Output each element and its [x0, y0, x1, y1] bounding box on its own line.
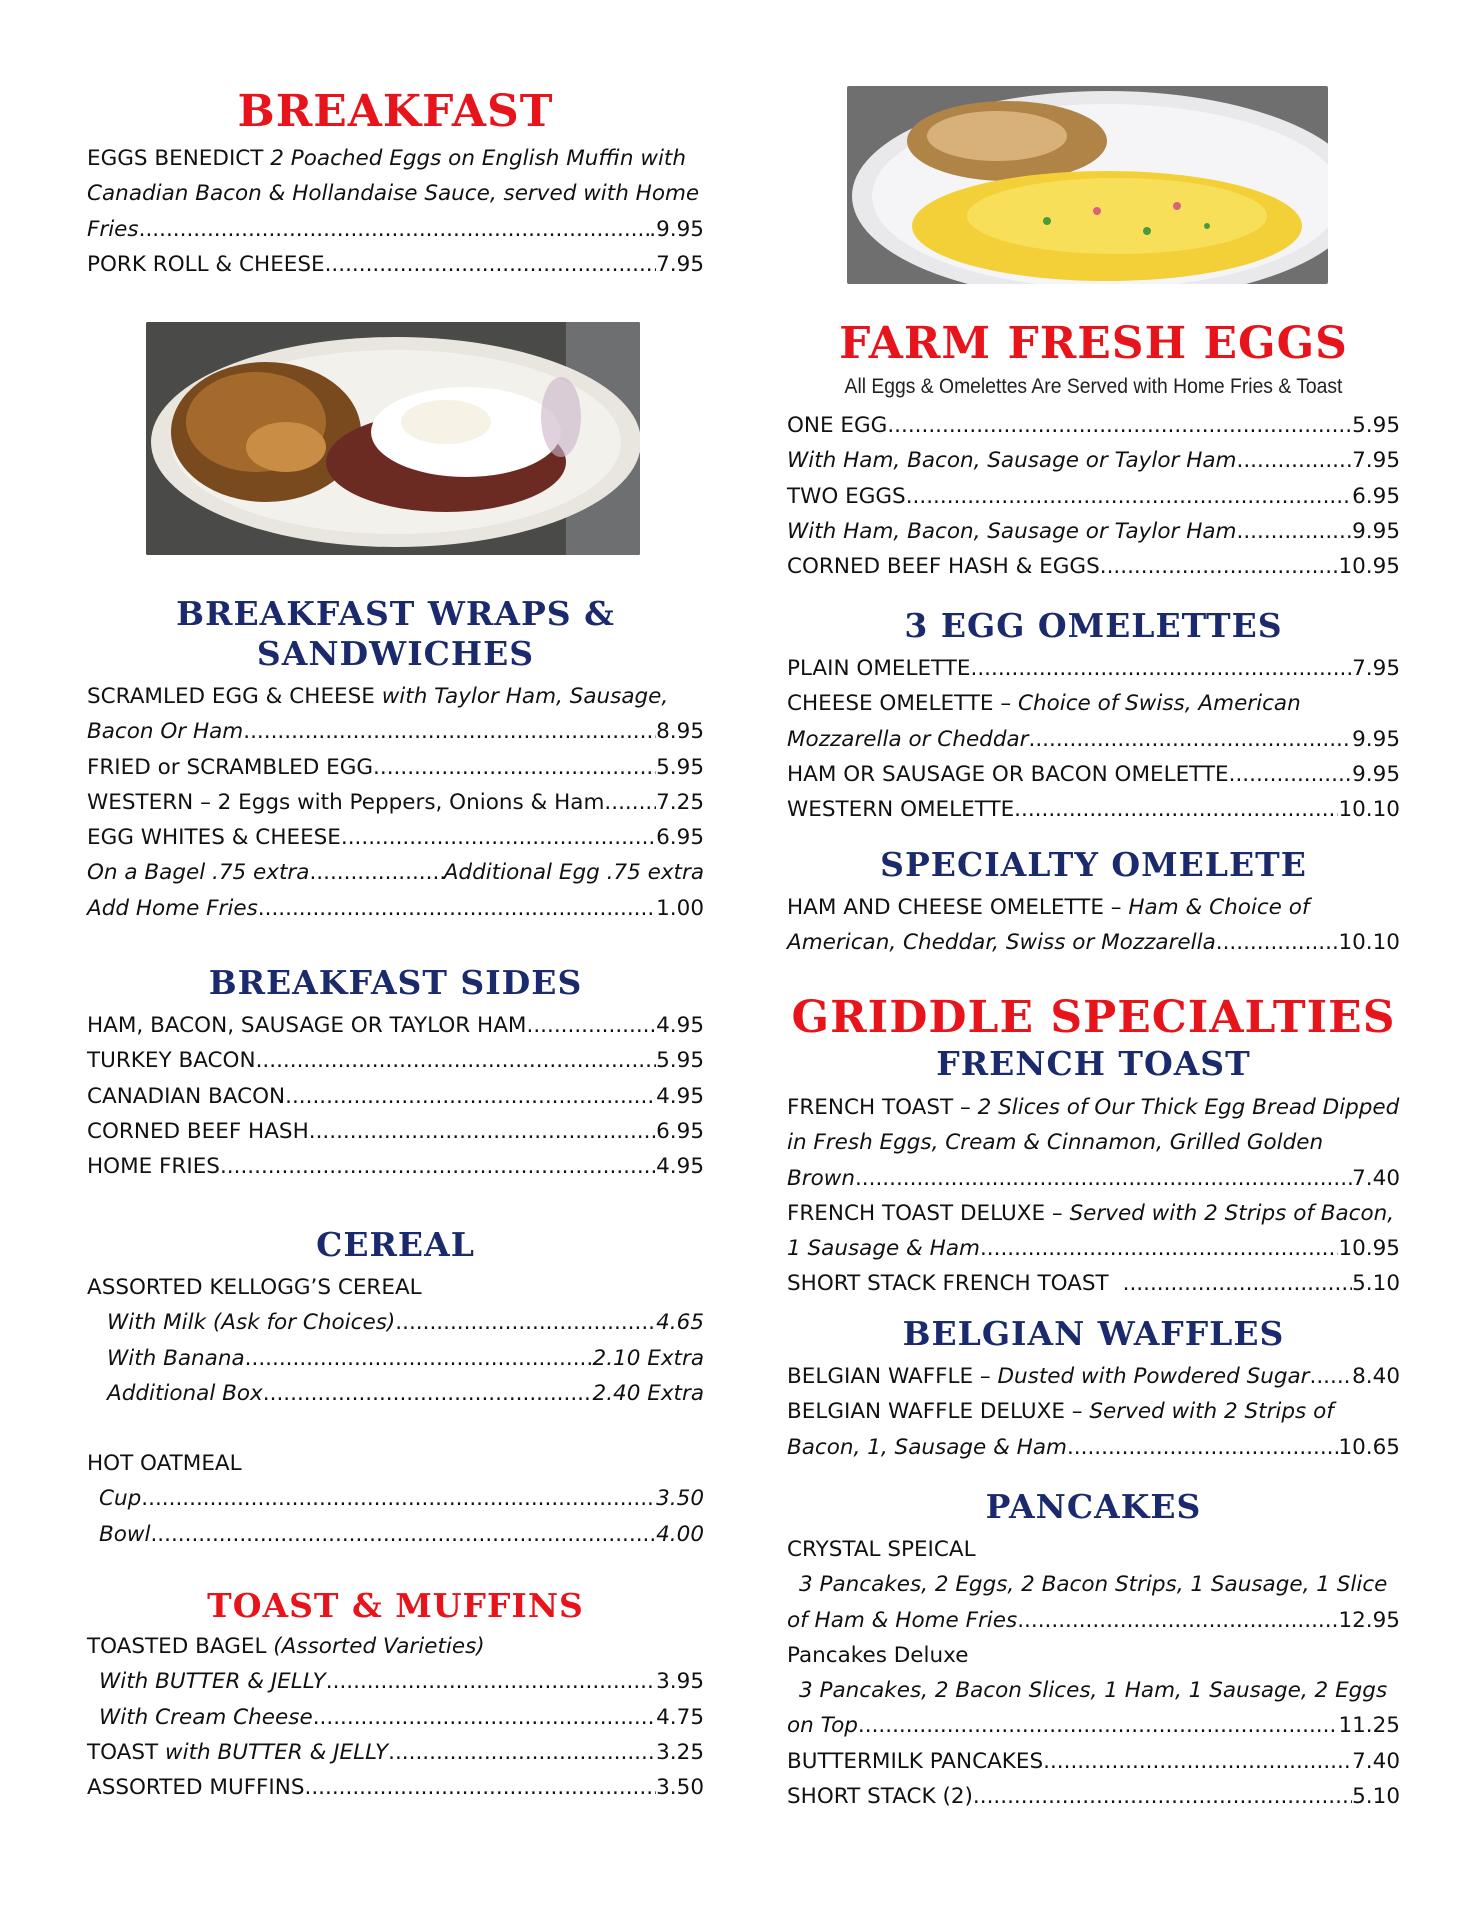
breakfast-plate-photo	[146, 322, 640, 555]
menu-item	[87, 1341, 704, 1376]
item-name: SHORT STACK (2)	[787, 1784, 973, 1810]
menu-item-ham-cheese-omelette	[787, 890, 1400, 925]
menu-item	[87, 1043, 704, 1078]
menu-item	[787, 408, 1400, 443]
item-desc: on Top	[787, 1713, 858, 1739]
item-price: 12.95	[1338, 1607, 1400, 1633]
menu-item	[87, 1481, 704, 1516]
leader-dots	[604, 785, 656, 820]
leader-dots	[858, 1708, 1339, 1743]
leader-dots	[220, 1149, 656, 1184]
item-price: 4.65	[656, 1310, 704, 1336]
item-desc: Served with 2 Strips of Bacon,	[1069, 1200, 1395, 1226]
item-price: 6.95	[656, 825, 704, 851]
item-desc: Bacon Or Ham	[87, 719, 244, 745]
kelloggs-label: ASSORTED KELLOGG’S CEREAL	[87, 1275, 422, 1300]
item-price: 5.95	[656, 1048, 704, 1074]
eggs-title: FARM FRESH EGGS	[839, 318, 1348, 369]
leader-dots	[1310, 1359, 1353, 1394]
menu-item-toast	[87, 1735, 704, 1770]
omelette-photo	[847, 86, 1328, 284]
toast-title: TOAST & MUFFINS	[207, 1586, 584, 1625]
item-price: 9.95	[1352, 518, 1400, 544]
item-name: EGGS BENEDICT	[87, 146, 264, 171]
omelettes-items	[787, 651, 1400, 827]
item-name: TOASTED BAGEL	[87, 1634, 267, 1659]
item-name: HAM AND CHEESE OMELETTE –	[787, 895, 1122, 920]
item-desc: of Ham & Home Fries	[787, 1607, 1018, 1633]
item-price: 3.50	[656, 1486, 704, 1512]
menu-item-french-toast-deluxe	[787, 1196, 1400, 1231]
item-name: PLAIN OMELETTE	[787, 656, 971, 681]
menu-item-muffins	[87, 1770, 704, 1805]
menu-item	[87, 820, 704, 855]
item-desc-line	[787, 1673, 1400, 1708]
griddle-title: GRIDDLE SPECIALTIES	[791, 992, 1396, 1043]
sides-items	[87, 1008, 704, 1184]
item-price: 3.95	[656, 1669, 704, 1695]
leader-dots	[906, 479, 1352, 514]
item-price: 8.95	[656, 719, 704, 745]
item-price: 6.95	[1352, 483, 1400, 509]
french-toast-items	[787, 1090, 1400, 1302]
item-name: WESTERN – 2 Eggs with Peppers, Onions & Ham	[87, 789, 605, 815]
item-price: 10.95	[1338, 1236, 1400, 1262]
item-name: ONE EGG	[787, 413, 888, 438]
item-price: 11.25	[1338, 1713, 1400, 1739]
menu-item	[87, 1305, 704, 1340]
item-price: 4.95	[656, 1083, 704, 1109]
leader-dots	[309, 1114, 656, 1149]
item-price: 6.95	[656, 1118, 704, 1144]
item-name: SCRAMLED EGG & CHEESE	[87, 684, 375, 709]
item-desc: Mozzarella or Cheddar	[787, 726, 1029, 752]
cereal-items	[87, 1270, 704, 1411]
menu-item	[87, 1079, 704, 1114]
item-desc-line	[787, 1125, 1400, 1160]
leader-dots	[325, 247, 657, 282]
item-name: Add Home Fries	[87, 895, 258, 921]
item-name-main: TOAST	[87, 1739, 159, 1765]
menu-item	[87, 1008, 704, 1043]
leader-dots	[1237, 443, 1353, 478]
item-desc-line	[787, 1567, 1400, 1602]
item-name: On a Bagel .75 extra	[87, 860, 310, 886]
item-price: 7.40	[1352, 1748, 1400, 1774]
toast-items	[87, 1629, 704, 1805]
item-name: CANADIAN BACON	[87, 1083, 286, 1109]
item-price: 7.40	[1352, 1165, 1400, 1191]
item-desc: 2 Slices of Our Thick Egg Bread Dipped	[977, 1095, 1400, 1120]
item-name: FRENCH TOAST –	[787, 1095, 971, 1120]
item-name: With Ham, Bacon, Sausage or Taylor Ham	[787, 448, 1237, 474]
item-name-main: BELGIAN WAFFLE –	[787, 1364, 991, 1389]
item-name: ASSORTED MUFFINS	[87, 1775, 305, 1801]
item-desc: (Assorted Varieties)	[273, 1634, 485, 1659]
menu-item-line	[87, 714, 704, 749]
sides-section	[87, 963, 704, 1003]
oatmeal-label: HOT OATMEAL	[87, 1451, 242, 1476]
waffles-title: BELGIAN WAFFLES	[902, 1314, 1285, 1353]
wraps-items	[87, 679, 704, 926]
item-price: 7.25	[656, 789, 704, 815]
item-name	[87, 1735, 388, 1770]
menu-item-line	[787, 1708, 1400, 1743]
item-price: 10.95	[1338, 554, 1400, 580]
pancakes-title: PANCAKES	[985, 1487, 1202, 1526]
menu-item-bagel-extra	[87, 855, 704, 890]
item-price: 10.10	[1338, 797, 1400, 823]
menu-item-eggs-benedict	[87, 141, 704, 176]
menu-item-cheese-omelette	[787, 686, 1400, 721]
item-price: 4.75	[656, 1704, 704, 1730]
leader-dots	[971, 651, 1353, 686]
item-name: CORNED BEEF HASH	[87, 1118, 309, 1144]
leader-dots	[285, 1079, 656, 1114]
specialty-section	[787, 845, 1400, 885]
item-desc: Served with 2 Strips of	[1089, 1399, 1334, 1425]
menu-item-western-omelette	[787, 792, 1400, 827]
french-toast-title: FRENCH TOAST	[936, 1044, 1251, 1083]
omelettes-title: 3 EGG OMELETTES	[904, 606, 1283, 645]
item-name: With Milk (Ask for Choices)	[107, 1310, 396, 1336]
leader-dots	[326, 1664, 656, 1699]
item-name: FRIED or SCRAMBLED EGG	[87, 754, 374, 780]
item-desc: Dusted with Powdered Sugar	[997, 1364, 1310, 1389]
item-price: 2.10 Extra	[592, 1345, 704, 1371]
item-desc: American, Cheddar, Swiss or Mozzarella	[787, 930, 1216, 956]
leader-dots	[1028, 722, 1352, 757]
menu-item-line	[787, 1161, 1400, 1196]
leader-dots	[855, 1161, 1352, 1196]
item-price: 8.40	[1352, 1364, 1400, 1389]
item-name: Additional Box	[107, 1380, 263, 1406]
leader-dots	[980, 1231, 1339, 1266]
menu-item-ham-omelette	[787, 757, 1400, 792]
item-price: 9.95	[1352, 726, 1400, 752]
wraps-section	[87, 594, 704, 674]
menu-item-belgian-waffle-deluxe	[787, 1394, 1400, 1429]
item-name: TWO EGGS	[787, 483, 906, 509]
menu-item	[87, 1114, 704, 1149]
menu-item	[787, 443, 1400, 478]
item-price: 7.95	[1352, 656, 1400, 681]
item-desc: 2 Poached Eggs on English Muffin with	[270, 146, 686, 171]
leader-dots	[139, 212, 650, 247]
menu-item-plain-omelette	[787, 651, 1400, 686]
item-desc: in Fresh Eggs, Cream & Cinnamon, Grilled Golden	[787, 1130, 1324, 1156]
leader-dots	[1237, 514, 1353, 549]
pancakes-section	[787, 1487, 1400, 1527]
waffles-section	[787, 1314, 1400, 1354]
item-price: 5.95	[1352, 413, 1400, 438]
eggs-subtitle: All Eggs & Omelettes Are Served with Home Fries & Toast	[844, 375, 1343, 398]
leader-dots	[1229, 757, 1353, 792]
item-desc: Canadian Bacon & Hollandaise Sauce, served with Home	[87, 181, 700, 207]
item-name: HAM OR SAUSAGE OR BACON OMELETTE	[787, 761, 1229, 787]
item-name: HAM, BACON, SAUSAGE OR TAYLOR HAM	[87, 1013, 527, 1038]
leader-dots	[258, 891, 656, 926]
menu-item	[87, 1517, 704, 1552]
item-name	[787, 1359, 1310, 1394]
item-price: 5.95	[656, 754, 704, 780]
item-price: 10.65	[1338, 1434, 1400, 1460]
menu-item	[787, 549, 1400, 584]
leader-dots	[256, 1043, 657, 1078]
item-price: 5.10	[1352, 1271, 1400, 1297]
menu-item-belgian-waffle	[787, 1359, 1400, 1394]
leader-dots	[263, 1376, 593, 1411]
item-desc: Choice of Swiss, American	[1017, 691, 1301, 717]
menu-item-short-stack-ft	[787, 1266, 1400, 1301]
menu-item	[87, 1376, 704, 1411]
pancakes-items	[787, 1532, 1400, 1814]
menu-item-crystal-special: CRYSTAL SPEICAL	[787, 1537, 976, 1562]
item-desc: 3 Pancakes, 2 Bacon Slices, 1 Ham, 1 Sausage, 2 Eggs	[799, 1678, 1388, 1704]
leader-dots	[973, 1779, 1352, 1814]
menu-item	[87, 785, 704, 820]
item-name: TURKEY BACON	[87, 1048, 256, 1074]
wraps-title-line-2: SANDWICHES	[256, 634, 535, 673]
item-desc: with Taylor Ham, Sausage,	[381, 684, 669, 709]
menu-item	[87, 1149, 704, 1184]
item-desc: Ham & Choice of	[1128, 895, 1310, 920]
menu-item-line	[787, 1430, 1400, 1465]
wraps-title-line-1: BREAKFAST WRAPS &	[176, 594, 615, 633]
specialty-title: SPECIALTY OMELETE	[880, 845, 1307, 884]
menu-item	[787, 514, 1400, 549]
menu-item	[787, 1779, 1400, 1814]
item-price: 7.95	[656, 251, 704, 277]
item-name: BELGIAN WAFFLE DELUXE –	[787, 1399, 1083, 1425]
item-price: 3.50	[656, 1775, 704, 1801]
menu-item	[787, 479, 1400, 514]
breakfast-items	[87, 141, 704, 282]
menu-item-scrambled	[87, 679, 704, 714]
leader-dots	[1067, 1430, 1338, 1465]
menu-item-pork-roll	[87, 247, 704, 282]
leader-dots	[1216, 925, 1339, 960]
item-name: WESTERN OMELETTE	[787, 797, 1015, 823]
eggs-items	[787, 408, 1400, 584]
griddle-section	[787, 992, 1400, 1084]
cereal-section	[87, 1225, 704, 1265]
leader-dots	[1123, 1266, 1353, 1301]
leader-dots	[141, 1481, 656, 1516]
item-extra: Additional Egg .75 extra	[443, 860, 704, 886]
leader-dots	[243, 714, 656, 749]
menu-item-pancakes-deluxe: Pancakes Deluxe	[787, 1642, 969, 1668]
eggs-section	[787, 318, 1400, 404]
item-name: PORK ROLL & CHEESE	[87, 251, 325, 277]
menu-item-home-fries	[87, 891, 704, 926]
menu-item	[87, 1700, 704, 1735]
leader-dots	[388, 1735, 656, 1770]
specialty-items	[787, 890, 1400, 961]
item-price: 3.25	[656, 1739, 704, 1765]
leader-dots	[305, 1770, 657, 1805]
item-price: 1.00	[656, 895, 704, 921]
leader-dots	[373, 750, 656, 785]
menu-item-line	[87, 212, 704, 247]
leader-dots	[1017, 1603, 1338, 1638]
item-name: HOME FRIES	[87, 1154, 220, 1180]
leader-dots	[526, 1008, 656, 1043]
item-desc: Bacon, 1, Sausage & Ham	[787, 1434, 1067, 1460]
menu-item-line	[787, 722, 1400, 757]
breakfast-section	[87, 86, 704, 138]
omelettes-section	[787, 606, 1400, 646]
item-name: Cup	[99, 1486, 142, 1512]
item-name: Bowl	[99, 1521, 151, 1547]
omelette-image	[847, 86, 1328, 284]
leader-dots	[1043, 1744, 1352, 1779]
item-name: EGG WHITES & CHEESE	[87, 825, 341, 851]
item-desc: 3 Pancakes, 2 Eggs, 2 Bacon Strips, 1 Sausage, 1 Slice	[799, 1572, 1388, 1598]
leader-dots	[1014, 792, 1338, 827]
menu-item-line	[787, 1231, 1400, 1266]
item-name: FRENCH TOAST DELUXE –	[787, 1200, 1063, 1226]
item-price: 2.40 Extra	[592, 1380, 704, 1406]
item-price: 4.95	[656, 1154, 704, 1180]
menu-item-line	[787, 925, 1400, 960]
leader-dots	[309, 855, 443, 890]
leader-dots	[245, 1341, 593, 1376]
item-price: 10.10	[1338, 930, 1400, 956]
menu-item-line	[787, 1603, 1400, 1638]
leader-dots	[313, 1700, 656, 1735]
item-name: CORNED BEEF HASH & EGGS	[787, 554, 1100, 580]
item-name: SHORT STACK FRENCH TOAST	[787, 1271, 1109, 1297]
item-name: BUTTERMILK PANCAKES	[787, 1748, 1044, 1774]
waffles-items	[787, 1359, 1400, 1465]
item-price: 9.95	[1352, 761, 1400, 787]
item-price: .9.95	[649, 216, 704, 242]
breakfast-title: BREAKFAST	[237, 86, 554, 137]
item-name: With BUTTER & JELLY	[99, 1669, 326, 1695]
item-name: With Banana	[107, 1345, 245, 1371]
item-name: With Cream Cheese	[99, 1704, 313, 1730]
item-desc: with BUTTER & JELLY	[165, 1739, 389, 1765]
leader-dots	[341, 820, 656, 855]
eggs-hash-image	[146, 322, 640, 555]
oatmeal-items	[87, 1446, 704, 1552]
sides-title: BREAKFAST SIDES	[208, 963, 583, 1002]
leader-dots	[150, 1517, 656, 1552]
leader-dots	[1100, 549, 1339, 584]
item-desc-line	[87, 176, 704, 211]
cereal-title: CEREAL	[316, 1225, 475, 1264]
item-price: 4.00	[656, 1521, 704, 1547]
menu-item	[87, 750, 704, 785]
menu-item-french-toast	[787, 1090, 1400, 1125]
menu-item-toasted-bagel	[87, 1629, 704, 1664]
item-desc: Fries	[87, 216, 139, 242]
toast-section	[87, 1586, 704, 1626]
item-name: CHEESE OMELETTE –	[787, 691, 1012, 717]
item-price: 4.95	[656, 1013, 704, 1038]
menu-item	[787, 1744, 1400, 1779]
item-price: 5.10	[1352, 1784, 1400, 1810]
item-name: With Ham, Bacon, Sausage or Taylor Ham	[787, 518, 1237, 544]
leader-dots	[887, 408, 1352, 443]
item-desc: 1 Sausage & Ham	[787, 1236, 980, 1262]
item-desc: Brown	[787, 1165, 855, 1191]
menu-item	[87, 1664, 704, 1699]
item-price: 7.95	[1352, 448, 1400, 474]
leader-dots	[395, 1305, 656, 1340]
